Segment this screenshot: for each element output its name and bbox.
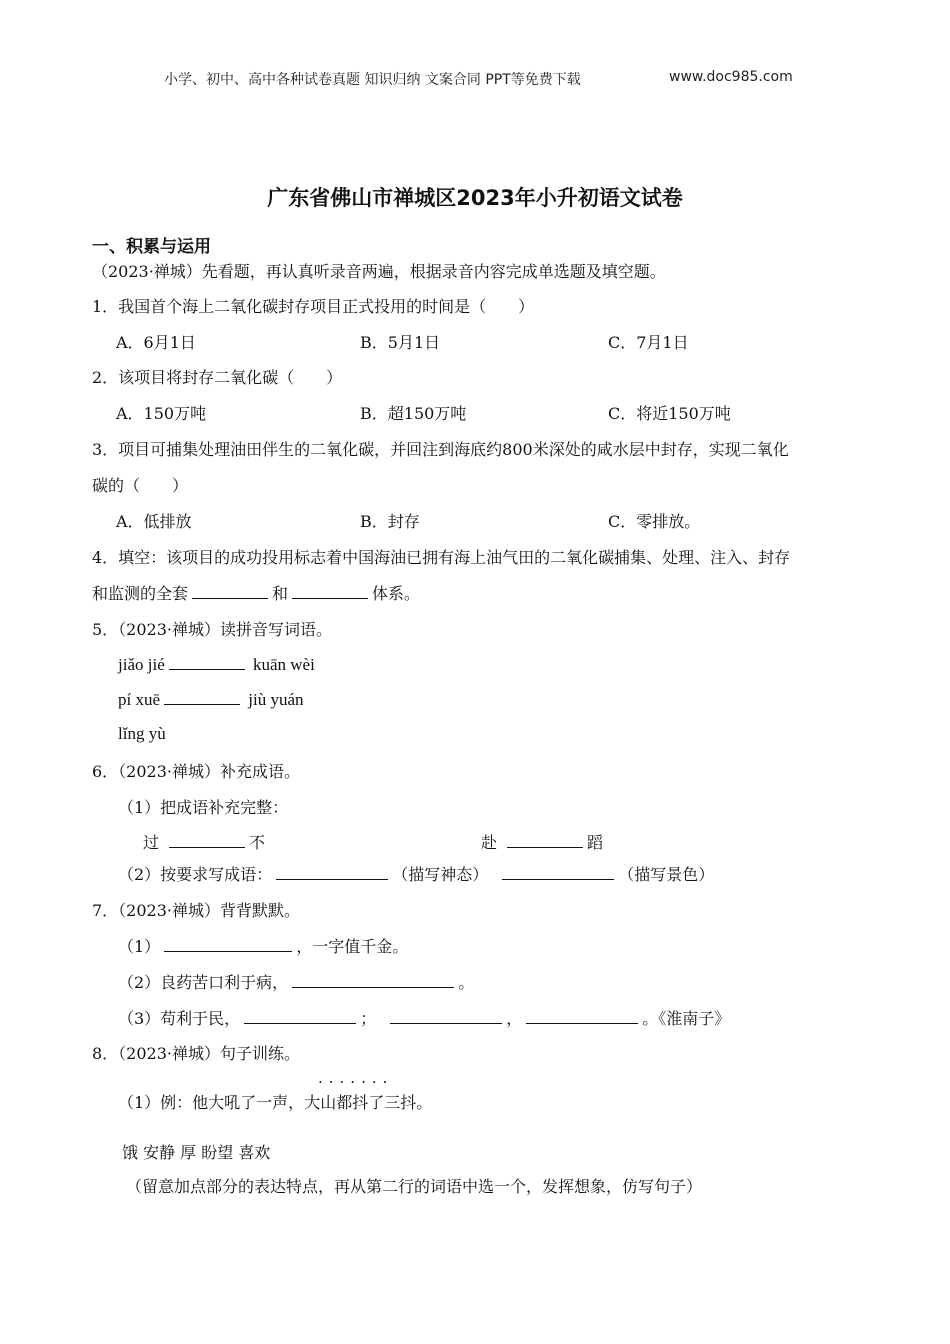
q1-option-a[interactable]: A．6月1日: [116, 333, 196, 352]
q7-s3-source: 。《淮南子》: [642, 1009, 731, 1028]
q6-note-2: （描写景色）: [618, 865, 715, 884]
q8-note: （留意加点部分的表达特点，再从第二行的词语中选一个，发挥想象，仿写句子）: [126, 1177, 703, 1196]
q3-option-c[interactable]: C．零排放。: [608, 512, 701, 531]
section-heading: 一、积累与运用: [92, 237, 211, 257]
q4-text-b: 和: [272, 584, 289, 603]
q2-option-b[interactable]: B．超150万吨: [360, 404, 467, 423]
pinyin-4: jiù yuán: [248, 690, 304, 709]
idiom-2-char-b: 蹈: [587, 833, 604, 852]
pinyin-3: pí xuē: [118, 690, 161, 709]
q6-sub2-label: （2）按要求写成语：: [118, 865, 273, 884]
q8-example-end: 。: [416, 1093, 433, 1112]
q6-blank-1[interactable]: [169, 831, 245, 848]
q8-example-emphasis: 大山都抖了三抖: [304, 1093, 417, 1112]
q6-blank-2[interactable]: [507, 831, 583, 848]
q1-option-c[interactable]: C．7月1日: [608, 333, 689, 352]
q6-blank-3[interactable]: [276, 863, 388, 880]
q6-idiom-2: [481, 830, 603, 853]
q3-option-b[interactable]: B．封存: [360, 512, 420, 531]
q4-blank-2[interactable]: [292, 582, 368, 599]
idiom-1-char-a: 过: [143, 833, 160, 852]
q5-row-1: [118, 653, 315, 675]
header-text: 小学、初中、高中各种试卷真题 知识归纳 文案合同 PPT等免费下载: [164, 72, 581, 88]
section-intro: （2023·禅城）先看题，再认真听录音两遍，根据录音内容完成单选题及填空题。: [92, 262, 666, 281]
q3-stem-line1: 3．项目可捕集处理油田伴生的二氧化碳，并回注到海底约800米深处的咸水层中封存，实现二氧化: [92, 440, 789, 459]
q8-stem: 8．（2023·禅城）句子训练。: [92, 1044, 300, 1063]
q5-row-2: [118, 688, 304, 710]
q6-sub1: （1）把成语补充完整：: [118, 798, 289, 817]
q2-option-a[interactable]: A．150万吨: [116, 404, 207, 423]
q2-stem: 2．该项目将封存二氧化碳（ ）: [92, 368, 343, 387]
q6-idiom-1: [143, 830, 265, 853]
q6-blank-4[interactable]: [502, 863, 614, 880]
q2-option-c[interactable]: C．将近150万吨: [608, 404, 731, 423]
pinyin-1: jiǎo jié: [118, 655, 165, 674]
q5-blank-2[interactable]: [164, 688, 240, 705]
q7-s3-sep1: ；: [360, 1009, 377, 1028]
q7-line2: [118, 970, 474, 993]
q1-option-b[interactable]: B．5月1日: [360, 333, 441, 352]
q7-s2-end: 。: [458, 973, 475, 992]
q8-example: [118, 1090, 432, 1113]
q6-note-1: （描写神态）: [392, 865, 489, 884]
q7-s1-text: ，一字值千金。: [296, 937, 409, 956]
q7-s2-text: （2）良药苦口利于病，: [118, 973, 289, 992]
q7-blank-3[interactable]: [244, 1007, 356, 1024]
q7-blank-4[interactable]: [390, 1007, 502, 1024]
q5-stem: 5．（2023·禅城）读拼音写词语。: [92, 620, 332, 639]
q7-blank-2[interactable]: [292, 971, 454, 988]
q8-word-list: 饿 安静 厚 盼望 喜欢: [122, 1143, 271, 1162]
q5-blank-1[interactable]: [169, 653, 245, 670]
q4-text-c: 体系。: [372, 584, 421, 603]
emphasis-dots: ·······: [318, 1073, 394, 1091]
idiom-1-char-b: 不: [249, 833, 266, 852]
q7-stem: 7．（2023·禅城）背背默默。: [92, 901, 300, 920]
q7-s3-sep2: ，: [506, 1009, 523, 1028]
pinyin-5: lǐng yù: [118, 724, 166, 743]
pinyin-2: kuān wèi: [252, 655, 315, 674]
q7-s3-text: （3）苟利于民，: [118, 1009, 241, 1028]
q6-sub2: [118, 862, 714, 885]
q7-blank-5[interactable]: [526, 1007, 638, 1024]
q4-line2: [92, 581, 420, 604]
q1-stem: 1．我国首个海上二氧化碳封存项目正式投用的时间是（ ）: [92, 297, 535, 316]
page-title: 广东省佛山市禅城区2023年小升初语文试卷: [267, 186, 683, 210]
q7-blank-1[interactable]: [164, 935, 292, 952]
q4-line1: 4．填空：该项目的成功投用标志着中国海油已拥有海上油气田的二氧化碳捕集、处理、注入、封存: [92, 548, 791, 567]
q7-line1: [118, 934, 408, 957]
q6-stem: 6．（2023·禅城）补充成语。: [92, 762, 300, 781]
header-url[interactable]: www.doc985.com: [669, 69, 793, 85]
q3-option-a[interactable]: A．低排放: [116, 512, 192, 531]
q8-example-prefix: （1）例：他大吼了一声，: [118, 1093, 305, 1112]
q3-stem-line2: 碳的（ ）: [92, 476, 189, 495]
q4-blank-1[interactable]: [192, 582, 268, 599]
q7-line3: [118, 1006, 730, 1029]
idiom-2-char-a: 赴: [481, 833, 498, 852]
q4-text-a: 和监测的全套: [92, 584, 189, 603]
q7-s1-label: （1）: [118, 937, 161, 956]
